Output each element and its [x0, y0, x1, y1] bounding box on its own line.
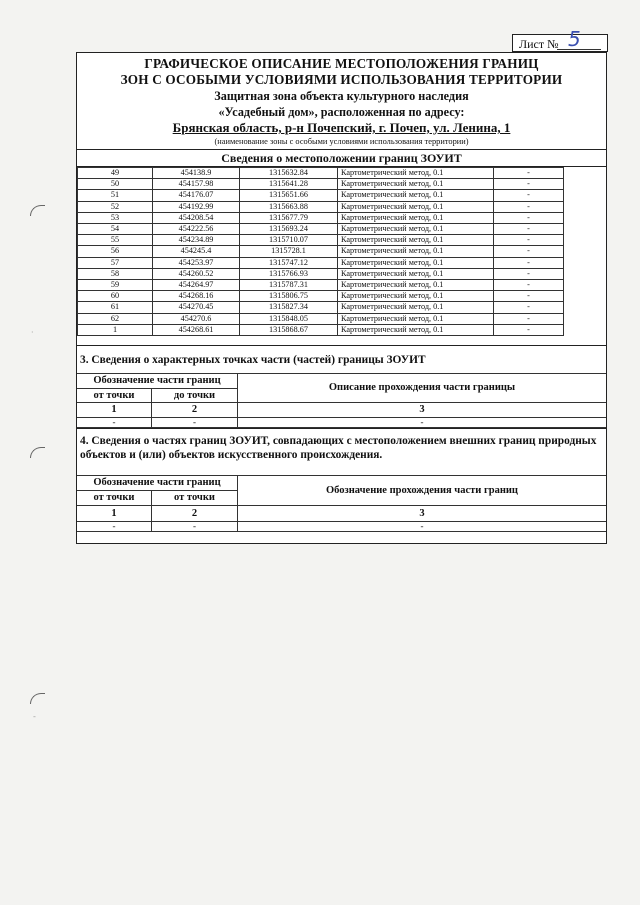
table-row [78, 324, 564, 335]
section-title: Сведения о местоположении границ ЗОУИТ [77, 149, 606, 167]
y-coordinate-cell: 1315693.24 [240, 224, 338, 235]
table-row [78, 302, 564, 313]
point-number-cell: 53 [78, 212, 153, 223]
address: Брянская область, р-н Почепский, г. Почеп, ул. Ленина, 1 [172, 120, 511, 135]
accuracy-cell: - [494, 257, 564, 268]
x-coordinate-cell: 454176.07 [153, 190, 240, 201]
y-coordinate-cell: 1315827.34 [240, 302, 338, 313]
y-coordinate-cell: 1315787.31 [240, 280, 338, 291]
point-number-cell: 58 [78, 268, 153, 279]
zone-name-note: (наименование зоны с особыми условиями использования территории) [214, 137, 469, 146]
method-cell: Картометрический метод, 0.1 [338, 235, 494, 246]
section3-cell: - [77, 418, 152, 428]
method-cell: Картометрический метод, 0.1 [338, 302, 494, 313]
x-coordinate-cell: 454234.89 [153, 235, 240, 246]
y-coordinate-cell: 1315632.84 [240, 168, 338, 179]
x-coordinate-cell: 454245.4 [153, 246, 240, 257]
section3-col-to: до точки [152, 389, 238, 403]
point-number-cell: 54 [78, 224, 153, 235]
punch-mark [30, 447, 45, 458]
sheet-number-box [512, 27, 608, 52]
section3-cell: - [152, 418, 238, 428]
method-cell: Картометрический метод, 0.1 [338, 190, 494, 201]
point-number-cell: 57 [78, 257, 153, 268]
accuracy-cell: - [494, 268, 564, 279]
accuracy-cell: - [494, 168, 564, 179]
method-cell: Картометрический метод, 0.1 [338, 324, 494, 335]
x-coordinate-cell: 454222.56 [153, 224, 240, 235]
section3-cell: - [238, 418, 607, 428]
point-number-cell: 60 [78, 291, 153, 302]
coordinates-table [77, 167, 564, 336]
y-coordinate-cell: 1315641.28 [240, 179, 338, 190]
accuracy-cell: - [494, 324, 564, 335]
section4-title: 4. Сведения о частях границ ЗОУИТ, совпадающих с местоположением внешних границ природных объектов и (или) объектов искусственного происхождения. [77, 428, 606, 475]
table-row [78, 268, 564, 279]
table-row [78, 224, 564, 235]
point-number-cell: 61 [78, 302, 153, 313]
method-cell: Картометрический метод, 0.1 [338, 268, 494, 279]
point-number-cell: 52 [78, 201, 153, 212]
point-number-cell: 51 [78, 190, 153, 201]
title-line-4: «Усадебный дом», расположенная по адресу: [218, 105, 465, 119]
accuracy-cell: - [494, 201, 564, 212]
table-row [78, 313, 564, 324]
x-coordinate-cell: 454270.45 [153, 302, 240, 313]
title-line-2: ЗОН С ОСОБЫМИ УСЛОВИЯМИ ИСПОЛЬЗОВАНИЯ ТЕРРИТОРИИ [120, 72, 563, 87]
method-cell: Картометрический метод, 0.1 [338, 201, 494, 212]
point-number-cell: 55 [78, 235, 153, 246]
scan-dot: · [31, 328, 34, 337]
accuracy-cell: - [494, 224, 564, 235]
y-coordinate-cell: 1315806.75 [240, 291, 338, 302]
sheet-number: 5 [568, 27, 581, 51]
method-cell: Картометрический метод, 0.1 [338, 280, 494, 291]
punch-mark [30, 205, 45, 216]
y-coordinate-cell: 1315728.1 [240, 246, 338, 257]
section3-col-group: Обозначение части границ [77, 374, 238, 389]
x-coordinate-cell: 454208.54 [153, 212, 240, 223]
accuracy-cell: - [494, 235, 564, 246]
point-number-cell: 50 [78, 179, 153, 190]
section4-col-to: от точки [152, 491, 238, 506]
table-row [78, 168, 564, 179]
section4-num-3: 3 [238, 506, 607, 522]
section3-title: 3. Сведения о характерных точках части (частей) границы ЗОУИТ [77, 345, 606, 373]
section4-cell: - [77, 522, 152, 532]
title-line-1: ГРАФИЧЕСКОЕ ОПИСАНИЕ МЕСТОПОЛОЖЕНИЯ ГРАНИЦ [144, 56, 539, 71]
section4-num-2: 2 [152, 506, 238, 522]
accuracy-cell: - [494, 280, 564, 291]
title-line-3: Защитная зона объекта культурного наследия [214, 89, 469, 103]
method-cell: Картометрический метод, 0.1 [338, 168, 494, 179]
method-cell: Картометрический метод, 0.1 [338, 291, 494, 302]
section3-num-2: 2 [152, 403, 238, 418]
section4-cell: - [238, 522, 607, 532]
sheet-label: Лист № [519, 37, 559, 51]
section4-table [77, 475, 606, 532]
accuracy-cell: - [494, 212, 564, 223]
section3-col-from: от точки [77, 389, 152, 403]
table-row [78, 201, 564, 212]
y-coordinate-cell: 1315710.07 [240, 235, 338, 246]
section3-col-desc: Описание прохождения части границы [238, 374, 607, 403]
table-row [78, 190, 564, 201]
x-coordinate-cell: 454268.16 [153, 291, 240, 302]
y-coordinate-cell: 1315663.88 [240, 201, 338, 212]
punch-mark [30, 693, 45, 704]
accuracy-cell: - [494, 246, 564, 257]
accuracy-cell: - [494, 179, 564, 190]
method-cell: Картометрический метод, 0.1 [338, 257, 494, 268]
y-coordinate-cell: 1315677.79 [240, 212, 338, 223]
method-cell: Картометрический метод, 0.1 [338, 212, 494, 223]
document-header [77, 53, 606, 149]
section4-col-from: от точки [77, 491, 152, 506]
y-coordinate-cell: 1315651.66 [240, 190, 338, 201]
y-coordinate-cell: 1315868.67 [240, 324, 338, 335]
table-row [78, 212, 564, 223]
x-coordinate-cell: 454138.9 [153, 168, 240, 179]
x-coordinate-cell: 454260.52 [153, 268, 240, 279]
scan-dot: - [33, 712, 36, 721]
method-cell: Картометрический метод, 0.1 [338, 179, 494, 190]
section3-num-3: 3 [238, 403, 607, 418]
method-cell: Картометрический метод, 0.1 [338, 224, 494, 235]
section4-col-group: Обозначение части границ [77, 476, 238, 491]
table-row [78, 246, 564, 257]
x-coordinate-cell: 454192.99 [153, 201, 240, 212]
point-number-cell: 1 [78, 324, 153, 335]
section4-col-desc: Обозначение прохождения части границ [238, 476, 607, 506]
table-row [78, 179, 564, 190]
table-row [78, 235, 564, 246]
y-coordinate-cell: 1315747.12 [240, 257, 338, 268]
section4-num-1: 1 [77, 506, 152, 522]
x-coordinate-cell: 454157.98 [153, 179, 240, 190]
x-coordinate-cell: 454253.97 [153, 257, 240, 268]
point-number-cell: 62 [78, 313, 153, 324]
accuracy-cell: - [494, 313, 564, 324]
x-coordinate-cell: 454264.97 [153, 280, 240, 291]
document-frame [76, 52, 607, 544]
method-cell: Картометрический метод, 0.1 [338, 313, 494, 324]
x-coordinate-cell: 454270.6 [153, 313, 240, 324]
method-cell: Картометрический метод, 0.1 [338, 246, 494, 257]
point-number-cell: 56 [78, 246, 153, 257]
y-coordinate-cell: 1315766.93 [240, 268, 338, 279]
accuracy-cell: - [494, 190, 564, 201]
point-number-cell: 49 [78, 168, 153, 179]
section4-cell: - [152, 522, 238, 532]
table-row [78, 257, 564, 268]
section3-table [77, 373, 606, 428]
accuracy-cell: - [494, 291, 564, 302]
table-row [78, 291, 564, 302]
table-row [78, 280, 564, 291]
accuracy-cell: - [494, 302, 564, 313]
x-coordinate-cell: 454268.61 [153, 324, 240, 335]
y-coordinate-cell: 1315848.05 [240, 313, 338, 324]
section3-num-1: 1 [77, 403, 152, 418]
point-number-cell: 59 [78, 280, 153, 291]
